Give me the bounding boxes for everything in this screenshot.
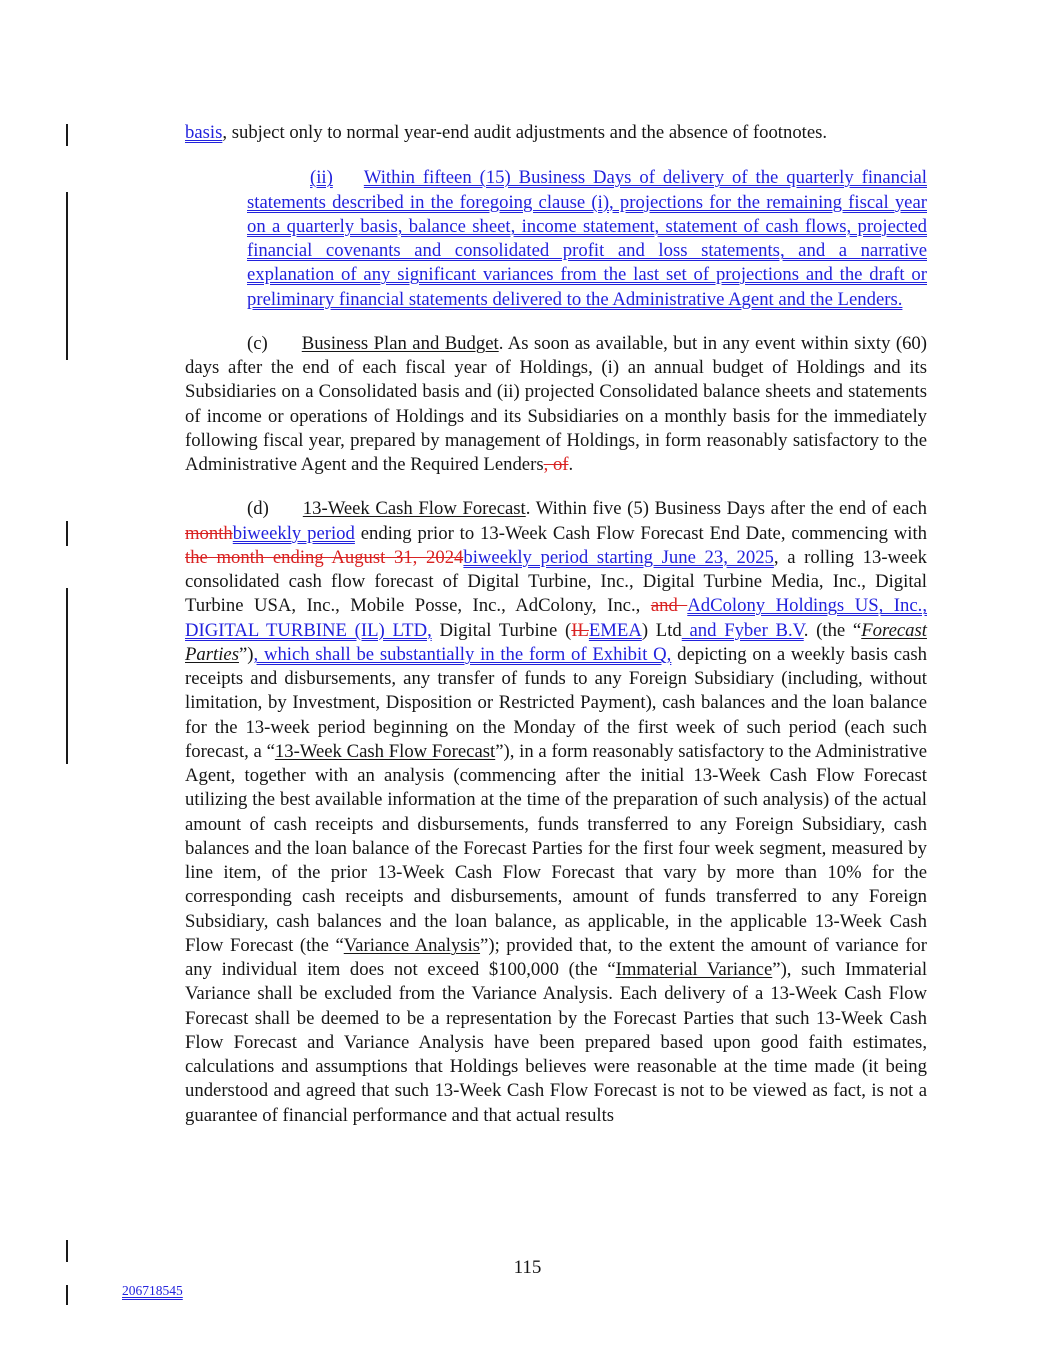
text-run: ”), in a form reasonably satisfactory to the Administrative Agent, together with an analysis (commencing after the initial 13-Week Cash Flow Forecast utilizing the best available information at the time of the preparation of such analysis) of the actual amount of cash receipts and disbursements, funds transferred to any Foreign Subsidiary, cash balances and the loan balance of the Forecast Parties for the first four week segment, measured by line item, of the prior 13-Week Cash Flow Forecast that vary by more than 10% for the corresponding cash receipts and disbursements, amount of funds transferred to any Foreign Subsidiary, cash balances and the loan balance, as applicable, in the applicable 13-Week Cash Flow Forecast (the “ (185, 740, 927, 956)
revision-change-bar (66, 1285, 68, 1305)
deleted-text-run: the month ending August 31, 2024 (185, 546, 464, 568)
inserted-text-run: Within fifteen (15) Business Days of delivery of the quarterly financial statements described in the foregoing clause (i), projections for the remaining fiscal year on a quarterly basis, balance sheet, income statement, statement of cash flows, projected financial covenants and consolidated profit and loss statements, and a narrative explanation of any significant variances from the last set of projections and the draft or preliminary financial statements delivered to the Administrative Agent and the Lenders. (247, 167, 927, 310)
text-run: ”), such Immaterial Variance shall be excluded from the Variance Analysis. Each delivery of a 13-Week Cash Flow Forecast shall be deemed to be a representation by the Forecast Parties that such 13-Week Cash Flow Forecast and Variance Analysis have been prepared based upon good faith estimates, calculations and assumptions that Holdings believes were reasonable at the time made (it being understood and agreed that such 13-Week Cash Flow Forecast is not to be viewed as fact, is not a guarantee of financial performance and that actual results (185, 959, 928, 1126)
text-run: depicting on a weekly basis cash receipts and disbursements, any transfer of funds to any Foreign Subsidiary (including, without limitation, by Investment, Disposition or Restricted Payment), cash balances and the loan balance for the 13-week period beginning on the Monday of the first week of such period (each such forecast, a “ (185, 643, 927, 762)
text-run: . (568, 454, 574, 475)
inserted-text-run: basis (185, 122, 223, 143)
defined-term-run: Immaterial Variance (615, 959, 773, 980)
paragraph-clause-b-i-continuation (185, 121, 927, 145)
text-run: ) Ltd (641, 619, 682, 641)
defined-term-run: Forecast Parties (185, 619, 927, 665)
document-id-footer: 206718545 (122, 1283, 183, 1298)
inserted-text-run: biweekly period (232, 522, 355, 544)
tab-space (268, 332, 302, 356)
inserted-text-run: and Fyber B.V (681, 619, 804, 641)
text-run: , a rolling 13-week consolidated cash flow forecast of Digital Turbine, Inc., Digital Turbine Media, Inc., Digital Turbine USA, Inc., Mobile Posse, Inc., AdColony, Inc., (185, 546, 927, 617)
text-run: ending prior to 13-Week Cash Flow Forecast End Date, commencing with (354, 522, 927, 544)
paragraph-clause-d-13-week-cash-flow-forecast (185, 497, 927, 1128)
text-run: ”) (238, 643, 254, 665)
deleted-text-run: and (650, 595, 688, 617)
text-run: . As soon as available, but in any event within sixty (60) days after the end of each fiscal year of Holdings, (i) an annual budget of Holdings and its Subsidiaries on a Consolidated basis and (ii) projected Consolidated balance sheets and statements of income or operations of Holdings and its Subsidiaries on a monthly basis for the immediately following fiscal year, prepared by management of Holdings, in form reasonably satisfactory to the Administrative Agent and the Required Lenders (185, 332, 927, 475)
text-run: Digital Turbine ( (431, 619, 572, 641)
defined-term-run: 13-Week Cash Flow Forecast (302, 498, 526, 520)
text-run: . (the “ (803, 619, 862, 641)
tab-space (333, 166, 364, 190)
inserted-text-run: EMEA (588, 619, 642, 641)
revision-change-bar (66, 521, 68, 546)
deleted-text-run: IL (571, 619, 589, 641)
inserted-text-run: , which shall be substantially in the form of Exhibit Q, (253, 643, 672, 665)
text-run: (d) (247, 498, 269, 520)
defined-term-run: 13-Week Cash Flow Forecast (274, 740, 496, 762)
page-number: 115 (513, 1257, 542, 1278)
inserted-text-run: (ii) (310, 167, 333, 189)
document-body (185, 121, 927, 1128)
inserted-text-run: AdColony Holdings US, Inc., DIGITAL TURBINE (IL) LTD, (185, 595, 927, 641)
deleted-text-run: month (185, 522, 233, 544)
defined-term-run: Variance Analysis (343, 934, 481, 956)
text-run: (c) (247, 332, 268, 354)
revision-change-bar (66, 124, 68, 146)
defined-term-run: Business Plan and Budget (301, 332, 499, 354)
text-run: , subject only to normal year-end audit adjustments and the absence of footnotes. (222, 122, 828, 143)
tab-space (269, 497, 303, 521)
text-run: . Within five (5) Business Days after the end of each (525, 498, 928, 520)
revision-change-bar (66, 192, 68, 360)
paragraph-clause-c-business-plan-and-budget (185, 332, 927, 478)
revision-change-bar (66, 588, 68, 764)
deleted-text-run: , of (543, 454, 569, 475)
text-run: ”); provided that, to the extent the amount of variance for any individual item does not exceed $100,000 (the “ (185, 934, 927, 980)
paragraph-clause-b-ii (247, 166, 927, 312)
inserted-text-run: biweekly period starting June 23, 2025 (463, 546, 774, 568)
